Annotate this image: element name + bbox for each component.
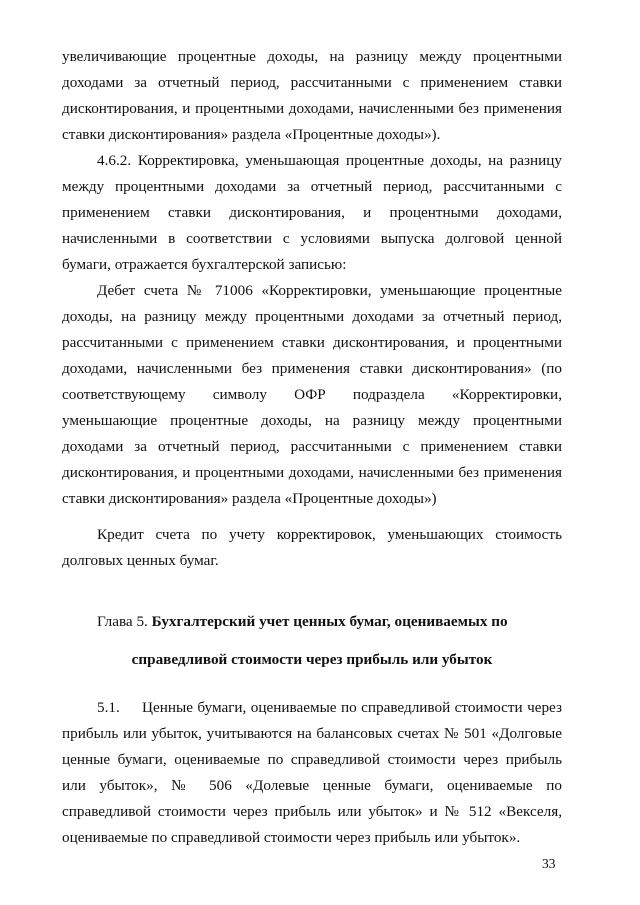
document-page xyxy=(62,44,562,851)
paragraph-credit-entry: Кредит счета по учету корректировок, уменьшающих стоимость долговых ценных бумаг. xyxy=(62,526,562,569)
chapter-title-line1: Бухгалтерский учет ценных бумаг, оцениваемых по xyxy=(151,613,508,630)
paragraph-continuation: увеличивающие процентные доходы, на разницу между процентными доходами за отчетный период, рассчитанными с применением ставки дисконтирования, и процентными доходами, начисленными без применения ставки дисконтирования» раздела «Процентные доходы»). xyxy=(62,48,562,143)
paragraph-debit-entry: Дебет счета № 71006 «Корректировки, уменьшающие процентные доходы, на разницу между процентными доходами за отчетный период, рассчитанными с применением ставки дисконтирования, и процентными доходами, начисленными без применения ставки дисконтирования» (по соответствующему символу ОФР подраздела «Корректировки, уменьшающие процентные доходы, на разницу между процентными доходами за отчетный период, рассчитанными с применением ставки дисконтирования, и процентными доходами, начисленными без применения ставки дисконтирования» раздела «Процентные доходы») xyxy=(62,282,562,507)
paragraph-4-6-2: 4.6.2. Корректировка, уменьшающая процентные доходы, на разницу между процентными доходами за отчетный период, рассчитанными с применением ставки дисконтирования, и процентными доходами, начисленными в соответствии с условиями выпуска долговой ценной бумаги, отражается бухгалтерской записью: xyxy=(62,152,562,273)
paragraph-5-1: 5.1. Ценные бумаги, оцениваемые по справедливой стоимости через прибыль или убыток, учитываются на балансовых счетах № 501 «Долговые ценные бумаги, оцениваемые по справедливой стоимости через прибыль или убыток», № 506 «Долевые ценные бумаги, оцениваемые по справедливой стоимости через прибыль или убыток» и № 512 «Векселя, оцениваемые по справедливой стоимости через прибыль или убыток». xyxy=(62,699,562,846)
chapter-title-line2: справедливой стоимости через прибыль или убыток xyxy=(131,651,493,668)
page-number: 33 xyxy=(542,856,556,871)
chapter-heading xyxy=(62,609,562,635)
chapter-number: Глава 5. xyxy=(97,613,148,630)
